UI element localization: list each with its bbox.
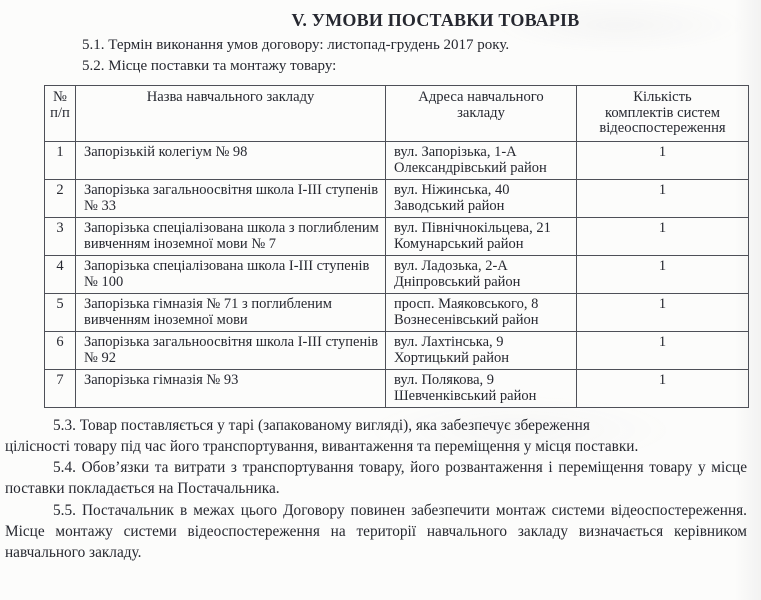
col-header-address-line1: Адреса навчального (418, 89, 544, 105)
col-header-num (45, 86, 76, 142)
col-header-qty-line2: комплектів систем (605, 104, 720, 121)
school-address-cell (386, 255, 577, 293)
clause-5-1: 5.1. Термін виконання умов договору: листопад-грудень 2017 року. (82, 37, 510, 53)
address-line1: просп. Маяковського, 8 (394, 295, 539, 312)
col-header-address-line2: закладу (457, 104, 505, 121)
table-row (45, 255, 749, 293)
kit-count-cell: 1 (577, 217, 749, 255)
col-header-qty (577, 86, 749, 142)
school-address-cell (386, 331, 577, 369)
kit-count-cell: 1 (577, 293, 749, 331)
address-line2: Заводський район (394, 198, 505, 214)
row-number-cell: 3 (45, 217, 76, 255)
row-number-cell: 6 (45, 331, 76, 369)
table-row (45, 179, 749, 217)
table-row (45, 369, 749, 407)
address-line1: вул. Лахтінська, 9 (394, 333, 504, 350)
col-header-name: Назва навчального закладу (76, 86, 386, 142)
address-line2: Шевченківський район (394, 388, 537, 404)
row-number-cell: 1 (45, 141, 76, 179)
kit-count-cell: 1 (577, 179, 749, 217)
row-number-cell: 4 (45, 255, 76, 293)
col-header-num-line1: № (53, 89, 67, 105)
school-name-cell: Запорізькій колегіум № 98 (76, 141, 386, 179)
address-line2: Дніпровський район (394, 274, 521, 290)
school-name-cell: Запорізька загальноосвітня школа І-ІІІ ступенів № 92 (76, 331, 386, 369)
kit-count-cell: 1 (577, 141, 749, 179)
clause-5-5: 5.5. Постачальник в межах цього Договору повинен забезпечити монтаж системи відеоспостереження. Місце монтажу системи відеоспостереження на території навчального закладу визначається керівником навчального закладу. (5, 501, 747, 562)
col-header-num-line2: п/п (50, 104, 70, 121)
table-row (45, 141, 749, 179)
school-name-cell: Запорізька загальноосвітня школа І-ІІІ ступенів № 33 (76, 179, 386, 217)
row-number-cell: 2 (45, 179, 76, 217)
kit-count-cell: 1 (577, 369, 749, 407)
clause-5-4: 5.4. Обов’язки та витрати з транспортування товару, його розвантаження і переміщення товару у місце поставки покладається на Постачальника. (5, 459, 747, 498)
school-address-cell (386, 369, 577, 407)
address-line1: вул. Полякова, 9 (394, 371, 495, 388)
clause-5-3: 5.3. Товар поставляється у тарі (запакованому вигляді), яка забезпечує збереження цілісності товару під час його транспортування, вивантаження та переміщення у місця поставки. (5, 416, 639, 455)
clauses-bottom (0, 415, 761, 564)
table-header-row (45, 86, 749, 142)
col-header-qty-line3: відеоспостереження (599, 120, 726, 136)
document-page (0, 10, 761, 600)
table-row (45, 293, 749, 331)
address-line2: Олександрівський район (394, 160, 547, 176)
school-name-cell: Запорізька спеціалізована школа з поглибленим вивченням іноземної мови № 7 (76, 217, 386, 255)
table-row (45, 217, 749, 255)
address-line1: вул. Ніжинська, 40 (394, 181, 510, 198)
col-header-qty-line1: Кількість (633, 89, 692, 105)
school-address-cell (386, 217, 577, 255)
address-line1: вул. Ладозька, 2-А (394, 257, 508, 274)
school-name-cell: Запорізька спеціалізована школа І-ІІІ ступенів № 100 (76, 255, 386, 293)
school-address-cell (386, 293, 577, 331)
clause-5-2: 5.2. Місце поставки та монтажу товару: (82, 58, 337, 74)
delivery-locations-table (44, 85, 749, 408)
address-line1: вул. Північнокільцева, 21 (394, 219, 551, 236)
col-header-address (386, 86, 577, 142)
section-title: V. УМОВИ ПОСТАВКИ ТОВАРІВ (291, 10, 580, 30)
school-name-cell: Запорізька гімназія № 71 з поглибленим вивченням іноземної мови (76, 293, 386, 331)
table-row (45, 331, 749, 369)
school-name-cell: Запорізька гімназія № 93 (76, 369, 386, 407)
address-line1: вул. Запорізька, 1-А (394, 143, 517, 160)
row-number-cell: 5 (45, 293, 76, 331)
kit-count-cell: 1 (577, 255, 749, 293)
school-address-cell (386, 179, 577, 217)
school-address-cell (386, 141, 577, 179)
address-line2: Вознесенівський район (394, 312, 539, 328)
kit-count-cell: 1 (577, 331, 749, 369)
address-line2: Комунарський район (394, 236, 524, 252)
address-line2: Хортицький район (394, 350, 509, 366)
row-number-cell: 7 (45, 369, 76, 407)
